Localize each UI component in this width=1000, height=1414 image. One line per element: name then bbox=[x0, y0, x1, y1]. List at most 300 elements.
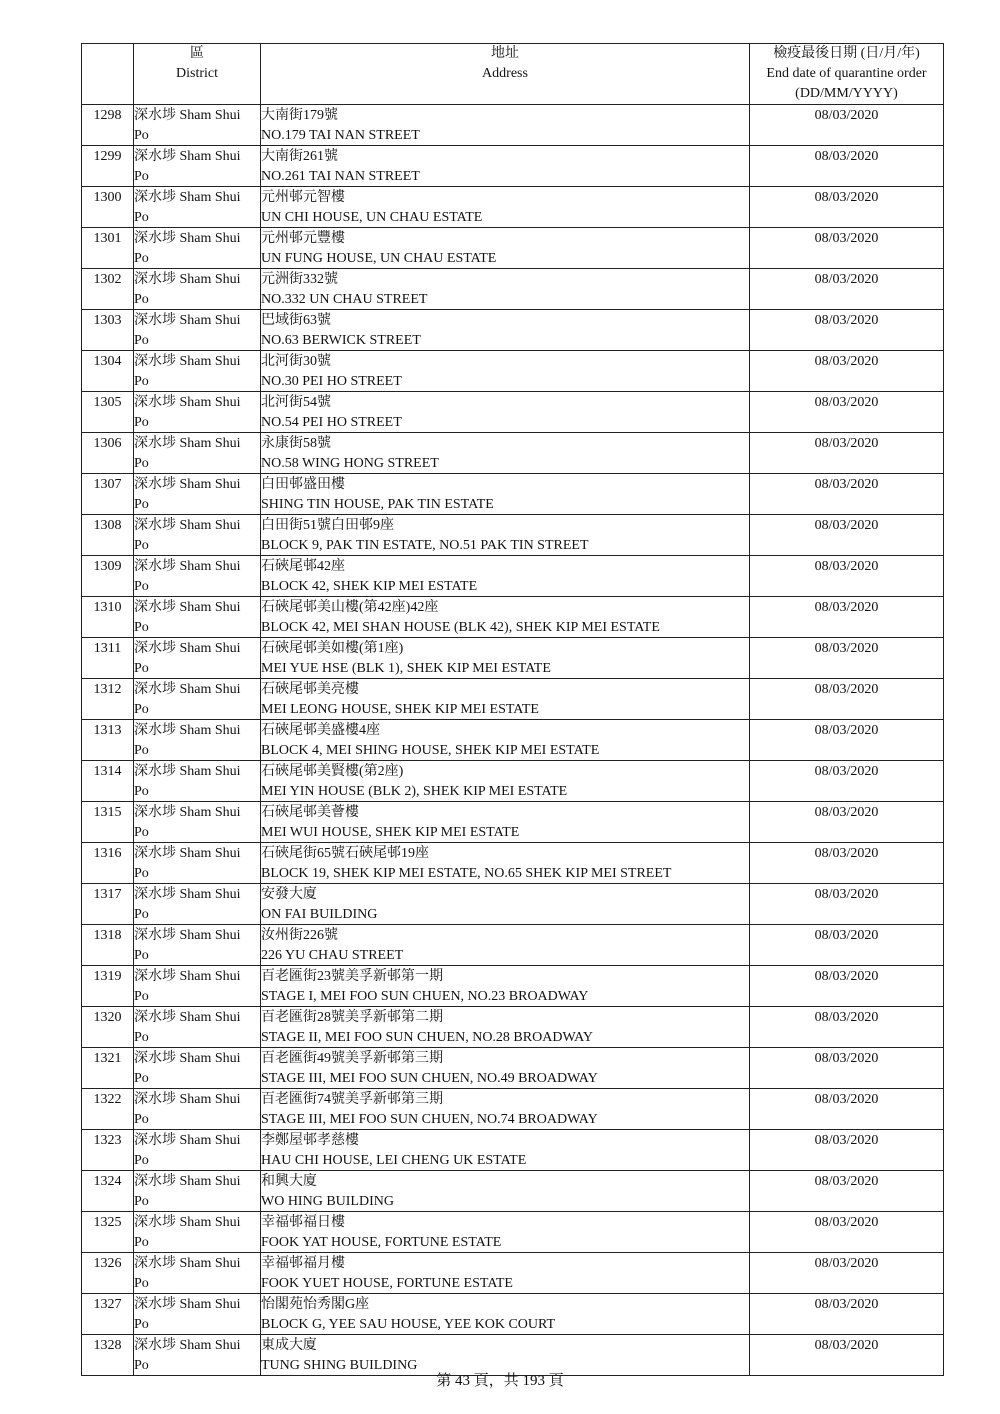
row-date bbox=[750, 1171, 944, 1212]
row-number-text: 1307 bbox=[93, 477, 122, 492]
row-district-zh: 深水埗 Sham Shui bbox=[134, 764, 241, 779]
row-date-text: 08/03/2020 bbox=[814, 149, 879, 164]
header-district bbox=[134, 44, 261, 105]
table-body bbox=[82, 105, 944, 1376]
row-number-text: 1321 bbox=[93, 1051, 122, 1066]
row-date bbox=[750, 269, 944, 310]
table-row bbox=[82, 1130, 944, 1171]
table-row bbox=[82, 1007, 944, 1048]
table-row bbox=[82, 310, 944, 351]
row-district-en: Po bbox=[134, 415, 149, 430]
row-district-en: Po bbox=[134, 1071, 149, 1086]
row-district-zh: 深水埗 Sham Shui bbox=[134, 149, 241, 164]
row-number-text: 1300 bbox=[93, 190, 122, 205]
row-district-zh: 深水埗 Sham Shui bbox=[134, 1256, 241, 1271]
row-number-text: 1323 bbox=[93, 1133, 122, 1148]
table-row bbox=[82, 1171, 944, 1212]
row-date bbox=[750, 1253, 944, 1294]
row-address bbox=[261, 228, 750, 269]
row-date-text: 08/03/2020 bbox=[814, 600, 879, 615]
row-date-text: 08/03/2020 bbox=[814, 1174, 879, 1189]
row-number-text: 1328 bbox=[93, 1338, 122, 1353]
row-district bbox=[134, 392, 261, 433]
row-address-zh: 石硤尾邨美盛樓4座 bbox=[261, 723, 380, 738]
table-row bbox=[82, 392, 944, 433]
row-date bbox=[750, 1294, 944, 1335]
row-date-text: 08/03/2020 bbox=[814, 354, 879, 369]
row-number-text: 1322 bbox=[93, 1092, 122, 1107]
row-date-text: 08/03/2020 bbox=[814, 190, 879, 205]
row-district-zh: 深水埗 Sham Shui bbox=[134, 1010, 241, 1025]
table-row bbox=[82, 515, 944, 556]
row-district-zh: 深水埗 Sham Shui bbox=[134, 641, 241, 656]
row-district bbox=[134, 1130, 261, 1171]
row-address-en: NO.179 TAI NAN STREET bbox=[261, 128, 420, 143]
row-date bbox=[750, 638, 944, 679]
row-address bbox=[261, 146, 750, 187]
row-number bbox=[82, 925, 134, 966]
row-address-zh: 怡閣苑怡秀閣G座 bbox=[261, 1297, 370, 1312]
row-number-text: 1301 bbox=[93, 231, 122, 246]
row-address-zh: 百老匯街49號美孚新邨第三期 bbox=[261, 1051, 443, 1066]
table-header-row bbox=[82, 44, 944, 105]
row-district bbox=[134, 1089, 261, 1130]
table-row bbox=[82, 843, 944, 884]
row-number bbox=[82, 515, 134, 556]
row-address-zh: 元洲街332號 bbox=[261, 272, 338, 287]
table-row bbox=[82, 1212, 944, 1253]
row-address-zh: 石硤尾街65號石硤尾邨19座 bbox=[261, 846, 429, 861]
row-district-en: Po bbox=[134, 1276, 149, 1291]
row-district-en: Po bbox=[134, 1358, 149, 1373]
row-address-zh: 北河街54號 bbox=[261, 395, 331, 410]
row-date bbox=[750, 474, 944, 515]
table-row bbox=[82, 597, 944, 638]
table-row bbox=[82, 1048, 944, 1089]
row-district-zh: 深水埗 Sham Shui bbox=[134, 1174, 241, 1189]
row-number bbox=[82, 187, 134, 228]
row-number bbox=[82, 966, 134, 1007]
row-number bbox=[82, 1130, 134, 1171]
row-district-en: Po bbox=[134, 210, 149, 225]
row-date bbox=[750, 843, 944, 884]
row-district bbox=[134, 720, 261, 761]
row-date bbox=[750, 515, 944, 556]
row-address bbox=[261, 556, 750, 597]
row-number bbox=[82, 1089, 134, 1130]
row-district-en: Po bbox=[134, 456, 149, 471]
table-row bbox=[82, 474, 944, 515]
row-district-en: Po bbox=[134, 784, 149, 799]
row-district-en: Po bbox=[134, 620, 149, 635]
row-address bbox=[261, 1294, 750, 1335]
table-row bbox=[82, 146, 944, 187]
row-district-zh: 深水埗 Sham Shui bbox=[134, 887, 241, 902]
row-date-text: 08/03/2020 bbox=[814, 108, 879, 123]
row-district-en: Po bbox=[134, 1153, 149, 1168]
row-date bbox=[750, 1089, 944, 1130]
row-address-zh: 白田街51號白田邨9座 bbox=[261, 518, 394, 533]
header-date-zh: 檢疫最後日期 (日/月/年) bbox=[773, 46, 920, 61]
row-district-zh: 深水埗 Sham Shui bbox=[134, 1051, 241, 1066]
table-row bbox=[82, 556, 944, 597]
row-address-zh: 百老匯街74號美孚新邨第三期 bbox=[261, 1092, 443, 1107]
row-number-text: 1303 bbox=[93, 313, 122, 328]
row-address-en: TUNG SHING BUILDING bbox=[261, 1358, 418, 1373]
row-district-zh: 深水埗 Sham Shui bbox=[134, 1215, 241, 1230]
row-address-en: NO.63 BERWICK STREET bbox=[261, 333, 421, 348]
row-date bbox=[750, 105, 944, 146]
row-number bbox=[82, 433, 134, 474]
row-number bbox=[82, 761, 134, 802]
row-address-zh: 東成大廈 bbox=[261, 1338, 317, 1353]
row-address bbox=[261, 1048, 750, 1089]
row-address bbox=[261, 515, 750, 556]
row-date-text: 08/03/2020 bbox=[814, 1338, 879, 1353]
row-district-en: Po bbox=[134, 743, 149, 758]
row-district-en: Po bbox=[134, 661, 149, 676]
row-number bbox=[82, 1048, 134, 1089]
row-date-text: 08/03/2020 bbox=[814, 1051, 879, 1066]
table-row bbox=[82, 433, 944, 474]
row-number-text: 1313 bbox=[93, 723, 122, 738]
row-address bbox=[261, 966, 750, 1007]
row-address-zh: 大南街261號 bbox=[261, 149, 338, 164]
row-number-text: 1315 bbox=[93, 805, 122, 820]
row-district-zh: 深水埗 Sham Shui bbox=[134, 559, 241, 574]
row-district bbox=[134, 474, 261, 515]
row-address-en: FOOK YAT HOUSE, FORTUNE ESTATE bbox=[261, 1235, 502, 1250]
header-address-en: Address bbox=[482, 66, 528, 81]
row-number bbox=[82, 105, 134, 146]
table-row bbox=[82, 638, 944, 679]
row-number bbox=[82, 1171, 134, 1212]
row-district-zh: 深水埗 Sham Shui bbox=[134, 477, 241, 492]
header-date bbox=[750, 44, 944, 105]
row-district-en: Po bbox=[134, 374, 149, 389]
row-address bbox=[261, 597, 750, 638]
row-district-en: Po bbox=[134, 1194, 149, 1209]
row-date-text: 08/03/2020 bbox=[814, 436, 879, 451]
row-number-text: 1324 bbox=[93, 1174, 122, 1189]
row-address-zh: 幸福邨福月樓 bbox=[261, 1256, 345, 1271]
row-address-en: BLOCK G, YEE SAU HOUSE, YEE KOK COURT bbox=[261, 1317, 556, 1332]
row-date bbox=[750, 187, 944, 228]
row-date-text: 08/03/2020 bbox=[814, 641, 879, 656]
row-number bbox=[82, 474, 134, 515]
row-date bbox=[750, 884, 944, 925]
row-date-text: 08/03/2020 bbox=[814, 764, 879, 779]
row-date bbox=[750, 1130, 944, 1171]
row-address bbox=[261, 679, 750, 720]
row-district bbox=[134, 843, 261, 884]
row-district-en: Po bbox=[134, 1317, 149, 1332]
row-district-en: Po bbox=[134, 866, 149, 881]
row-date bbox=[750, 925, 944, 966]
row-district bbox=[134, 351, 261, 392]
row-date-text: 08/03/2020 bbox=[814, 969, 879, 984]
row-address-en: STAGE III, MEI FOO SUN CHUEN, NO.49 BROADWAY bbox=[261, 1071, 598, 1086]
row-district-zh: 深水埗 Sham Shui bbox=[134, 1338, 241, 1353]
row-date-text: 08/03/2020 bbox=[814, 1010, 879, 1025]
row-date bbox=[750, 1007, 944, 1048]
row-number-text: 1299 bbox=[93, 149, 122, 164]
row-date-text: 08/03/2020 bbox=[814, 928, 879, 943]
row-district-zh: 深水埗 Sham Shui bbox=[134, 1297, 241, 1312]
row-address bbox=[261, 392, 750, 433]
row-district bbox=[134, 146, 261, 187]
row-number-text: 1319 bbox=[93, 969, 122, 984]
row-address-zh: 元州邨元豐樓 bbox=[261, 231, 345, 246]
row-district-en: Po bbox=[134, 1112, 149, 1127]
row-number bbox=[82, 1253, 134, 1294]
row-number-text: 1318 bbox=[93, 928, 122, 943]
table-row bbox=[82, 269, 944, 310]
row-address bbox=[261, 638, 750, 679]
row-district bbox=[134, 925, 261, 966]
row-address-zh: 石硤尾邨42座 bbox=[261, 559, 345, 574]
row-district-en: Po bbox=[134, 497, 149, 512]
row-address-en: ON FAI BUILDING bbox=[261, 907, 378, 922]
row-district bbox=[134, 884, 261, 925]
row-district-en: Po bbox=[134, 948, 149, 963]
table-row bbox=[82, 679, 944, 720]
row-date-text: 08/03/2020 bbox=[814, 1133, 879, 1148]
row-district bbox=[134, 228, 261, 269]
row-date-text: 08/03/2020 bbox=[814, 559, 879, 574]
row-address bbox=[261, 105, 750, 146]
row-date-text: 08/03/2020 bbox=[814, 1215, 879, 1230]
row-address bbox=[261, 269, 750, 310]
row-district-en: Po bbox=[134, 292, 149, 307]
row-date bbox=[750, 392, 944, 433]
row-district-en: Po bbox=[134, 579, 149, 594]
row-address-en: SHING TIN HOUSE, PAK TIN ESTATE bbox=[261, 497, 494, 512]
row-number bbox=[82, 1294, 134, 1335]
row-address-en: BLOCK 4, MEI SHING HOUSE, SHEK KIP MEI ESTATE bbox=[261, 743, 600, 758]
row-address-zh: 石硤尾邨美亮樓 bbox=[261, 682, 359, 697]
row-date bbox=[750, 556, 944, 597]
row-date bbox=[750, 1048, 944, 1089]
row-district-zh: 深水埗 Sham Shui bbox=[134, 846, 241, 861]
row-district-en: Po bbox=[134, 538, 149, 553]
table-row bbox=[82, 761, 944, 802]
table-row bbox=[82, 228, 944, 269]
table-row bbox=[82, 1253, 944, 1294]
row-address-en: STAGE II, MEI FOO SUN CHUEN, NO.28 BROADWAY bbox=[261, 1030, 594, 1045]
row-district bbox=[134, 802, 261, 843]
header-date-format: (DD/MM/YYYY) bbox=[795, 86, 898, 101]
row-address-zh: 百老匯街23號美孚新邨第一期 bbox=[261, 969, 443, 984]
row-number bbox=[82, 884, 134, 925]
row-district-zh: 深水埗 Sham Shui bbox=[134, 969, 241, 984]
row-number bbox=[82, 843, 134, 884]
table-row bbox=[82, 884, 944, 925]
row-address-en: MEI LEONG HOUSE, SHEK KIP MEI ESTATE bbox=[261, 702, 539, 717]
row-district-zh: 深水埗 Sham Shui bbox=[134, 928, 241, 943]
row-number bbox=[82, 269, 134, 310]
quarantine-address-table bbox=[81, 43, 944, 1376]
row-district bbox=[134, 556, 261, 597]
row-district-zh: 深水埗 Sham Shui bbox=[134, 436, 241, 451]
row-number bbox=[82, 802, 134, 843]
row-address-zh: 永康街58號 bbox=[261, 436, 331, 451]
table-row bbox=[82, 1089, 944, 1130]
row-district-zh: 深水埗 Sham Shui bbox=[134, 805, 241, 820]
row-district-zh: 深水埗 Sham Shui bbox=[134, 1092, 241, 1107]
row-address-en: BLOCK 19, SHEK KIP MEI ESTATE, NO.65 SHEK KIP MEI STREET bbox=[261, 866, 672, 881]
row-date-text: 08/03/2020 bbox=[814, 1297, 879, 1312]
row-address-zh: 北河街30號 bbox=[261, 354, 331, 369]
table-row bbox=[82, 1294, 944, 1335]
row-address-en: 226 YU CHAU STREET bbox=[261, 948, 404, 963]
row-district bbox=[134, 1294, 261, 1335]
row-number-text: 1325 bbox=[93, 1215, 122, 1230]
row-district bbox=[134, 638, 261, 679]
row-date bbox=[750, 720, 944, 761]
row-address bbox=[261, 433, 750, 474]
row-address bbox=[261, 843, 750, 884]
table-row bbox=[82, 351, 944, 392]
row-district-en: Po bbox=[134, 251, 149, 266]
row-address bbox=[261, 761, 750, 802]
row-district-zh: 深水埗 Sham Shui bbox=[134, 600, 241, 615]
row-date-text: 08/03/2020 bbox=[814, 1256, 879, 1271]
row-address-en: NO.54 PEI HO STREET bbox=[261, 415, 402, 430]
row-address-zh: 大南街179號 bbox=[261, 108, 338, 123]
row-date-text: 08/03/2020 bbox=[814, 846, 879, 861]
table-row bbox=[82, 187, 944, 228]
row-address bbox=[261, 720, 750, 761]
row-date-text: 08/03/2020 bbox=[814, 682, 879, 697]
row-address-zh: 和興大廈 bbox=[261, 1174, 317, 1189]
row-address-en: UN FUNG HOUSE, UN CHAU ESTATE bbox=[261, 251, 497, 266]
table-row bbox=[82, 105, 944, 146]
row-number-text: 1302 bbox=[93, 272, 122, 287]
row-date-text: 08/03/2020 bbox=[814, 395, 879, 410]
row-district-zh: 深水埗 Sham Shui bbox=[134, 190, 241, 205]
row-number-text: 1305 bbox=[93, 395, 122, 410]
table-row bbox=[82, 966, 944, 1007]
row-district-zh: 深水埗 Sham Shui bbox=[134, 395, 241, 410]
row-district bbox=[134, 515, 261, 556]
header-date-en: End date of quarantine order bbox=[766, 66, 927, 81]
row-number-text: 1311 bbox=[93, 641, 122, 656]
row-date-text: 08/03/2020 bbox=[814, 272, 879, 287]
row-district bbox=[134, 269, 261, 310]
row-date bbox=[750, 802, 944, 843]
header-number bbox=[82, 44, 134, 105]
row-district bbox=[134, 1048, 261, 1089]
row-address bbox=[261, 310, 750, 351]
table-row bbox=[82, 925, 944, 966]
row-district-en: Po bbox=[134, 169, 149, 184]
row-district bbox=[134, 433, 261, 474]
row-address-en: MEI YIN HOUSE (BLK 2), SHEK KIP MEI ESTATE bbox=[261, 784, 568, 799]
row-address-zh: 石硤尾邨美賢樓(第2座) bbox=[261, 764, 404, 779]
row-address-en: UN CHI HOUSE, UN CHAU ESTATE bbox=[261, 210, 483, 225]
row-district bbox=[134, 105, 261, 146]
row-address-en: BLOCK 42, SHEK KIP MEI ESTATE bbox=[261, 579, 478, 594]
row-address bbox=[261, 925, 750, 966]
row-date bbox=[750, 433, 944, 474]
row-district-zh: 深水埗 Sham Shui bbox=[134, 682, 241, 697]
row-address-en: NO.332 UN CHAU STREET bbox=[261, 292, 428, 307]
row-address-zh: 巴域街63號 bbox=[261, 313, 331, 328]
row-address bbox=[261, 474, 750, 515]
row-district-zh: 深水埗 Sham Shui bbox=[134, 231, 241, 246]
row-address bbox=[261, 1212, 750, 1253]
row-address bbox=[261, 187, 750, 228]
row-number bbox=[82, 1007, 134, 1048]
row-address bbox=[261, 351, 750, 392]
row-date bbox=[750, 228, 944, 269]
row-date bbox=[750, 597, 944, 638]
row-number-text: 1298 bbox=[93, 108, 122, 123]
row-district bbox=[134, 187, 261, 228]
row-number-text: 1316 bbox=[93, 846, 122, 861]
row-date bbox=[750, 966, 944, 1007]
row-number bbox=[82, 556, 134, 597]
row-number bbox=[82, 351, 134, 392]
page-number: 第 43 頁，共 193 頁 bbox=[436, 1373, 564, 1389]
row-address-zh: 安發大廈 bbox=[261, 887, 317, 902]
row-address-en: NO.261 TAI NAN STREET bbox=[261, 169, 420, 184]
row-address bbox=[261, 1007, 750, 1048]
row-district-en: Po bbox=[134, 333, 149, 348]
row-date-text: 08/03/2020 bbox=[814, 723, 879, 738]
table-row bbox=[82, 802, 944, 843]
row-address bbox=[261, 1130, 750, 1171]
row-date-text: 08/03/2020 bbox=[814, 518, 879, 533]
row-district bbox=[134, 310, 261, 351]
row-date-text: 08/03/2020 bbox=[814, 887, 879, 902]
row-district-en: Po bbox=[134, 702, 149, 717]
row-date bbox=[750, 310, 944, 351]
row-district-en: Po bbox=[134, 989, 149, 1004]
row-district-zh: 深水埗 Sham Shui bbox=[134, 108, 241, 123]
row-address bbox=[261, 884, 750, 925]
row-date bbox=[750, 351, 944, 392]
row-number bbox=[82, 720, 134, 761]
row-date-text: 08/03/2020 bbox=[814, 1092, 879, 1107]
row-district bbox=[134, 1212, 261, 1253]
row-address-zh: 幸福邨福日樓 bbox=[261, 1215, 345, 1230]
row-district-en: Po bbox=[134, 128, 149, 143]
row-district-en: Po bbox=[134, 825, 149, 840]
row-number-text: 1326 bbox=[93, 1256, 122, 1271]
row-address-zh: 白田邨盛田樓 bbox=[261, 477, 345, 492]
row-address-zh: 百老匯街28號美孚新邨第二期 bbox=[261, 1010, 443, 1025]
row-date bbox=[750, 761, 944, 802]
row-address-zh: 石硤尾邨美薈樓 bbox=[261, 805, 359, 820]
row-district-zh: 深水埗 Sham Shui bbox=[134, 272, 241, 287]
row-number bbox=[82, 638, 134, 679]
row-district-zh: 深水埗 Sham Shui bbox=[134, 1133, 241, 1148]
row-district bbox=[134, 679, 261, 720]
row-address-en: STAGE I, MEI FOO SUN CHUEN, NO.23 BROADWAY bbox=[261, 989, 589, 1004]
row-number-text: 1320 bbox=[93, 1010, 122, 1025]
header-address-zh: 地址 bbox=[491, 46, 519, 61]
row-date-text: 08/03/2020 bbox=[814, 805, 879, 820]
row-address-en: NO.58 WING HONG STREET bbox=[261, 456, 439, 471]
row-number bbox=[82, 146, 134, 187]
header-district-en: District bbox=[176, 66, 218, 81]
row-district-zh: 深水埗 Sham Shui bbox=[134, 518, 241, 533]
row-district-en: Po bbox=[134, 907, 149, 922]
row-date-text: 08/03/2020 bbox=[814, 477, 879, 492]
row-address bbox=[261, 1171, 750, 1212]
